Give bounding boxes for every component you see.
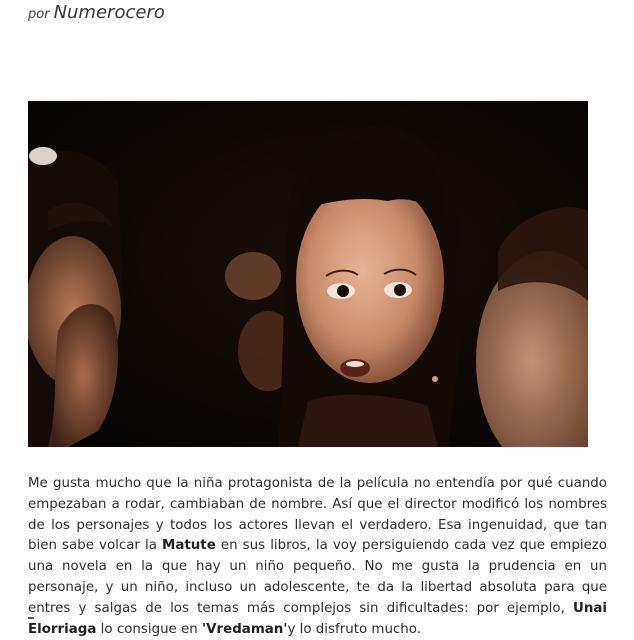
girl-earring [432,376,438,382]
article-text-2: en sus libros, la voy persiguiendo cada vez que empiezo una novela en la que hay un niño pequeño. No me gusta la prudencia en un personaje, y un niño, incluso un adolescente, te da la libertad absoluta para que entres y salgas de los temas más complejos sin dificultades: por ejemplo, [28,538,607,616]
article-text-3: lo consigue en [96,621,203,637]
article-paragraph [28,474,607,640]
post-byline [28,2,165,23]
author-name[interactable]: Numerocero [53,2,165,23]
author-unai-elorriaga: Unai Elorriaga [28,600,607,637]
book-title-vredaman: 'Vredaman' [202,621,288,637]
article-text-4: y lo disfruto mucho. [287,621,421,637]
left-figure-collar [29,147,57,165]
girl-teeth [346,361,364,367]
film-still-svg [28,101,588,447]
blurred-hand [225,252,281,300]
byline-prefix: por [28,7,50,22]
article-text-1: Me gusta mucho que la niña protagonista de la película no entendía por qué cuando empezaban a rodar, cambiaban de nombre. Así que el director modificó los nombres de los personajes y todos los actores llevan el verdadero. Esa ingenuidad, que tan bien sabe volcar la [28,476,607,554]
cut-off-text-line [28,617,34,619]
author-matute: Matute [162,538,216,554]
girl-right-pupil [394,284,406,296]
girl-face [296,179,444,383]
girl-left-pupil [337,285,349,297]
film-still-image [28,101,588,447]
